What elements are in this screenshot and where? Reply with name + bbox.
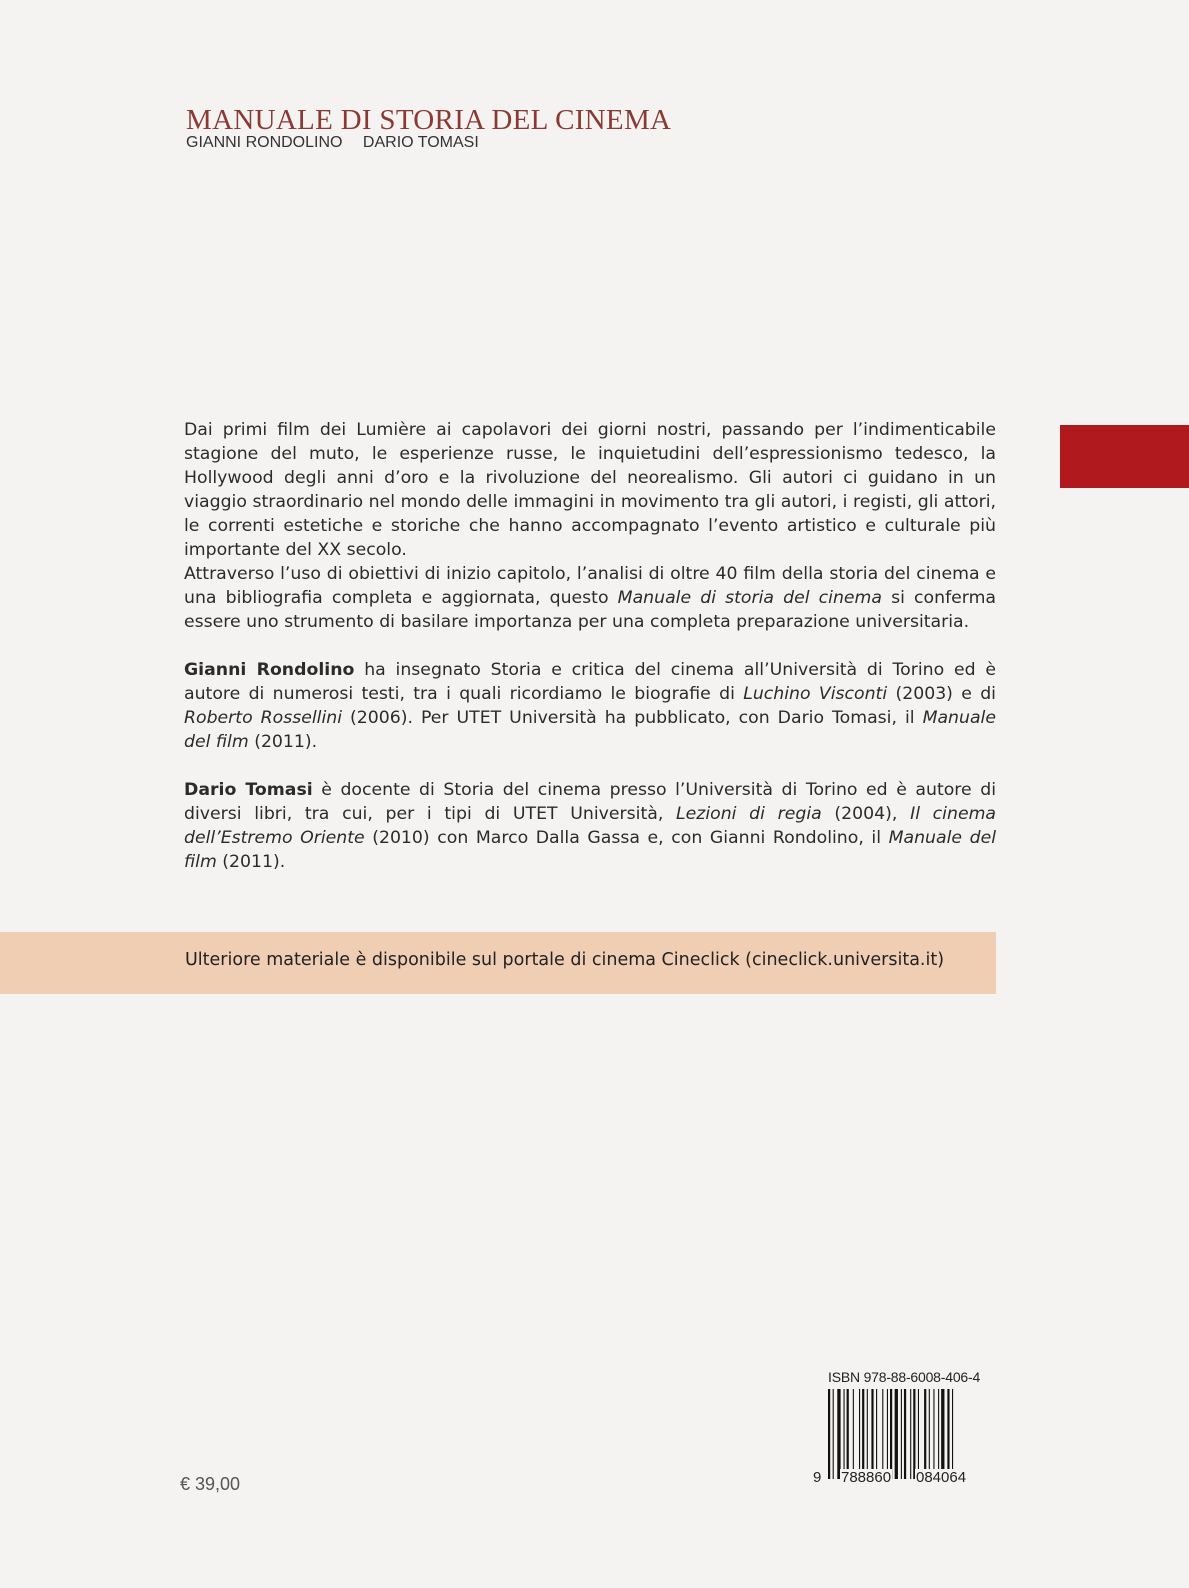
barcode-digit-first: 9: [813, 1469, 822, 1486]
back-cover-text: [184, 418, 996, 874]
bio-rondolino: Gianni Rondolino ha insegnato Storia e critica del cinema all’Università di Torino ed è autore di numerosi testi, tra i quali ricordiamo le biografie di Luchino Visconti (2003) e di Roberto Rossellini (2006). Per UTET Università ha pubblicato, con Dario Tomasi, il Manuale del film (2011).: [184, 660, 996, 752]
description-paragraph-1: Dai primi film dei Lumière ai capolavori dei giorni nostri, passando per l’indimenticabile stagione del muto, le esperienze russe, le inquietudini dell’espressionismo tedesco, la Hollywood degli anni d’oro e la rivoluzione del neorealismo. Gli autori ci guidano in un viaggio straordinario nel mondo delle immagini in movimento tra gli autori, i registi, gli attori, le correnti estetiche e storiche che hanno accompagnato l’evento artistico e culturale più importante del XX secolo.: [184, 420, 996, 560]
author-name-tomasi: Dario Tomasi: [184, 780, 313, 800]
book-title: MANUALE DI STORIA DEL CINEMA: [186, 104, 672, 136]
author-tomasi: DARIO TOMASI: [362, 134, 479, 151]
banner-text: Ulteriore materiale è disponibile sul portale di cinema Cineclick (cineclick.universita.it): [185, 950, 945, 970]
barcode: [828, 1389, 998, 1479]
red-accent-block: [1060, 425, 1189, 488]
authors-line: [186, 134, 495, 152]
author-name-rondolino: Gianni Rondolino: [184, 660, 355, 680]
isbn-label: ISBN 978-88-6008-406-4: [828, 1369, 981, 1385]
author-rondolino: GIANNI RONDOLINO: [186, 134, 343, 151]
cineclick-banner: [0, 932, 996, 994]
description-paragraph-2: Attraverso l’uso di obiettivi di inizio capitolo, l’analisi di oltre 40 film della storia del cinema e una bibliografia completa e aggiornata, questo Manuale di storia del cinema si conferma essere uno strumento di basilare importanza per una completa preparazione universitaria.: [184, 564, 997, 632]
bio-tomasi: Dario Tomasi è docente di Storia del cinema presso l’Università di Torino ed è autore di diversi libri, tra cui, per i tipi di UTET Università, Lezioni di regia (2004), Il cinema dell’Estremo Oriente (2010) con Marco Dalla Gassa e, con Gianni Rondolino, il Manuale del film (2011).: [184, 780, 997, 872]
barcode-digits-right: 084064: [916, 1469, 967, 1486]
book-title-inline: Manuale di storia del cinema: [617, 588, 882, 608]
barcode-digits-left: 788860: [841, 1469, 892, 1486]
price-label: € 39,00: [180, 1474, 241, 1494]
